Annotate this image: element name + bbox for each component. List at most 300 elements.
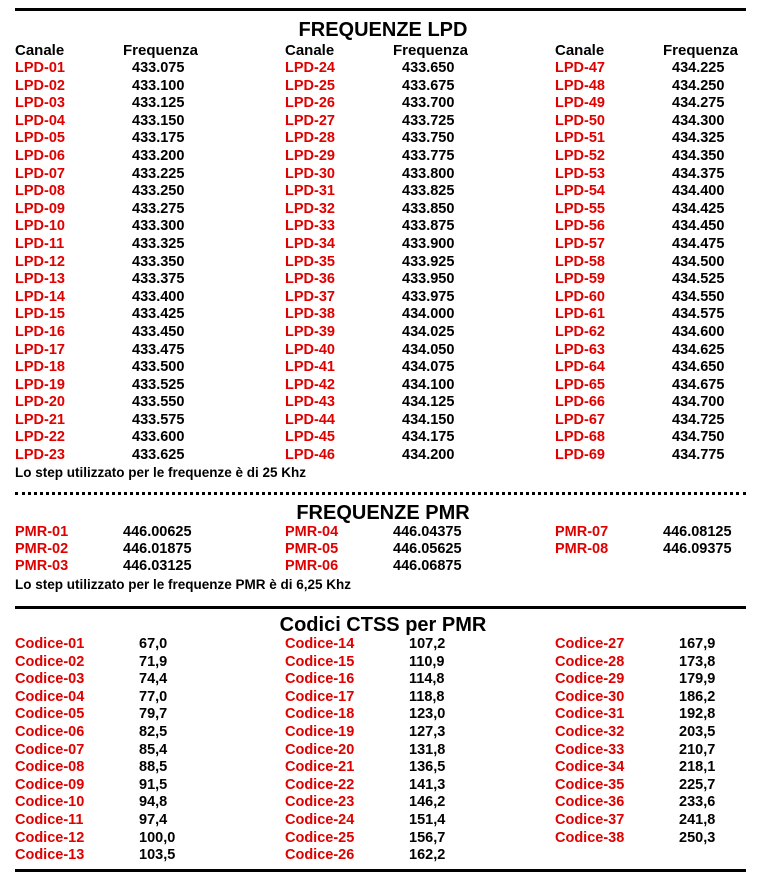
channel-value: 446.08125 — [663, 524, 732, 540]
channel-value: 88,5 — [139, 759, 168, 776]
channel-label: Codice-37 — [555, 811, 625, 828]
table-row — [15, 166, 275, 184]
channel-value: 433.775 — [402, 147, 455, 164]
table-row — [15, 95, 275, 113]
channel-value: 225,7 — [679, 776, 716, 793]
channel-label: LPD-40 — [285, 341, 335, 358]
channel-label: LPD-39 — [285, 323, 335, 340]
channel-value: 434.100 — [402, 376, 455, 393]
table-row — [15, 447, 275, 465]
table-row — [285, 113, 545, 131]
channel-value: 434.775 — [672, 447, 725, 464]
channel-label: Codice-38 — [555, 829, 625, 846]
channel-label: LPD-07 — [15, 165, 65, 182]
table-row — [15, 148, 275, 166]
ctss-column-3 — [555, 636, 755, 847]
channel-value: 434.400 — [672, 183, 725, 200]
table-row — [555, 359, 755, 377]
table-row — [15, 324, 275, 342]
table-row — [15, 558, 275, 575]
lpd-header-freq-2: Frequenza — [393, 42, 469, 59]
table-row — [15, 394, 275, 412]
channel-label: LPD-11 — [15, 235, 65, 252]
table-row — [285, 324, 545, 342]
channel-label: Codice-07 — [15, 741, 85, 758]
channel-value: 434.725 — [672, 411, 725, 428]
channel-value: 434.475 — [672, 235, 725, 252]
table-row — [15, 724, 275, 742]
channel-value: 446.03125 — [123, 558, 192, 574]
channel-label: PMR-06 — [285, 558, 339, 574]
lpd-step-note: Lo step utilizzato per le frequenze è di 25 Khz — [15, 465, 307, 480]
channel-label: LPD-60 — [555, 288, 605, 305]
channel-value: 446.09375 — [663, 541, 732, 557]
table-row — [555, 830, 755, 848]
channel-value: 434.750 — [672, 429, 725, 446]
lpd-header-freq-1: Frequenza — [123, 42, 199, 59]
table-row — [15, 130, 275, 148]
channel-value: 118,8 — [409, 688, 445, 705]
channel-label: LPD-30 — [285, 165, 335, 182]
table-row — [285, 654, 545, 672]
channel-value: 433.250 — [132, 183, 185, 200]
table-row — [285, 636, 545, 654]
table-row — [285, 359, 545, 377]
table-row — [555, 447, 755, 465]
channel-label: Codice-33 — [555, 741, 625, 758]
table-row — [555, 201, 755, 219]
table-row — [555, 60, 755, 78]
channel-value: 156,7 — [409, 829, 446, 846]
bottom-rule — [15, 869, 746, 872]
channel-label: LPD-33 — [285, 218, 335, 235]
table-row — [15, 759, 275, 777]
channel-label: LPD-35 — [285, 253, 335, 270]
channel-label: PMR-04 — [285, 524, 339, 540]
channel-value: 97,4 — [139, 811, 168, 828]
pmr-column-2 — [285, 524, 545, 575]
channel-value: 433.700 — [402, 95, 455, 112]
table-row — [555, 95, 755, 113]
channel-label: LPD-54 — [555, 183, 605, 200]
channel-value: 250,3 — [679, 829, 716, 846]
channel-value: 71,9 — [139, 653, 168, 670]
channel-value: 91,5 — [139, 776, 168, 793]
channel-label: Codice-01 — [15, 636, 85, 652]
channel-value: 162,2 — [409, 847, 446, 864]
channel-label: LPD-43 — [285, 394, 335, 411]
table-row — [285, 236, 545, 254]
channel-value: 241,8 — [679, 811, 716, 828]
channel-label: LPD-57 — [555, 235, 605, 252]
channel-label: Codice-11 — [15, 811, 84, 828]
table-row — [285, 847, 545, 865]
channel-value: 433.300 — [132, 218, 185, 235]
table-row — [555, 412, 755, 430]
channel-label: Codice-13 — [15, 847, 85, 864]
pmr-title: FREQUENZE PMR — [296, 502, 470, 524]
channel-label: LPD-17 — [15, 341, 65, 358]
channel-label: PMR-05 — [285, 541, 339, 557]
channel-label: Codice-14 — [285, 636, 355, 652]
channel-value: 123,0 — [409, 706, 446, 723]
channel-label: Codice-36 — [555, 794, 625, 811]
channel-value: 434.325 — [672, 130, 725, 147]
channel-value: 167,9 — [679, 636, 716, 652]
channel-label: LPD-21 — [15, 411, 65, 428]
ctss-column-2 — [285, 636, 545, 865]
channel-value: 434.675 — [672, 376, 725, 393]
channel-value: 141,3 — [409, 776, 446, 793]
channel-value: 434.500 — [672, 253, 725, 270]
channel-label: LPD-42 — [285, 376, 335, 393]
channel-value: 434.050 — [402, 341, 455, 358]
channel-value: 433.750 — [402, 130, 455, 147]
channel-label: Codice-12 — [15, 829, 85, 846]
table-row — [15, 271, 275, 289]
channel-label: LPD-32 — [285, 200, 335, 217]
table-row — [285, 271, 545, 289]
table-row — [285, 541, 545, 558]
channel-value: 110,9 — [409, 653, 445, 670]
table-row — [555, 78, 755, 96]
table-row — [555, 394, 755, 412]
channel-label: LPD-41 — [285, 359, 335, 376]
channel-label: LPD-64 — [555, 359, 605, 376]
channel-label: LPD-18 — [15, 359, 65, 376]
channel-label: Codice-28 — [555, 653, 625, 670]
table-row — [15, 113, 275, 131]
channel-value: 434.575 — [672, 306, 725, 323]
channel-value: 434.650 — [672, 359, 725, 376]
table-row — [15, 342, 275, 360]
channel-value: 186,2 — [679, 688, 716, 705]
channel-label: LPD-31 — [285, 183, 335, 200]
channel-label: Codice-08 — [15, 759, 85, 776]
channel-label: LPD-20 — [15, 394, 65, 411]
table-row — [15, 254, 275, 272]
channel-label: LPD-49 — [555, 95, 605, 112]
channel-value: 74,4 — [139, 671, 168, 688]
channel-label: LPD-24 — [285, 60, 335, 76]
channel-label: LPD-52 — [555, 147, 605, 164]
table-row — [555, 342, 755, 360]
table-row — [15, 847, 275, 865]
channel-value: 114,8 — [409, 671, 445, 688]
channel-label: LPD-03 — [15, 95, 65, 112]
channel-value: 434.150 — [402, 411, 455, 428]
channel-label: LPD-59 — [555, 271, 605, 288]
channel-label: Codice-15 — [285, 653, 355, 670]
table-row — [15, 359, 275, 377]
channel-value: 433.225 — [132, 165, 185, 182]
table-row — [285, 812, 545, 830]
ctss-title: Codici CTSS per PMR — [279, 614, 487, 636]
channel-value: 433.450 — [132, 323, 185, 340]
table-row — [285, 777, 545, 795]
table-row — [555, 429, 755, 447]
channel-value: 136,5 — [409, 759, 446, 776]
table-row — [15, 183, 275, 201]
channel-value: 151,4 — [409, 811, 446, 828]
channel-label: LPD-47 — [555, 60, 605, 76]
table-row — [285, 524, 545, 541]
table-row — [15, 60, 275, 78]
table-row — [285, 412, 545, 430]
table-row — [555, 271, 755, 289]
table-row — [285, 724, 545, 742]
channel-label: PMR-01 — [15, 524, 69, 540]
channel-label: LPD-53 — [555, 165, 605, 182]
table-row — [15, 412, 275, 430]
table-row — [555, 148, 755, 166]
table-row — [555, 113, 755, 131]
table-row — [15, 218, 275, 236]
table-row — [15, 541, 275, 558]
channel-label: LPD-09 — [15, 200, 65, 217]
channel-value: 433.850 — [402, 200, 455, 217]
channel-value: 79,7 — [139, 706, 168, 723]
channel-label: Codice-10 — [15, 794, 85, 811]
channel-label: Codice-25 — [285, 829, 355, 846]
channel-value: 131,8 — [409, 741, 446, 758]
channel-label: LPD-68 — [555, 429, 605, 446]
table-row — [555, 377, 755, 395]
channel-value: 433.725 — [402, 112, 455, 129]
channel-value: 446.04375 — [393, 524, 462, 540]
channel-value: 434.350 — [672, 147, 725, 164]
channel-label: LPD-69 — [555, 447, 605, 464]
channel-label: LPD-66 — [555, 394, 605, 411]
channel-value: 203,5 — [679, 723, 716, 740]
channel-value: 433.625 — [132, 447, 185, 464]
table-row — [285, 289, 545, 307]
table-row — [555, 218, 755, 236]
table-row — [15, 689, 275, 707]
table-row — [15, 706, 275, 724]
lpd-title: FREQUENZE LPD — [298, 19, 468, 41]
channel-label: LPD-55 — [555, 200, 605, 217]
channel-label: LPD-10 — [15, 218, 65, 235]
channel-label: Codice-34 — [555, 759, 625, 776]
table-row — [555, 130, 755, 148]
table-row — [555, 654, 755, 672]
table-row — [15, 636, 275, 654]
channel-label: Codice-03 — [15, 671, 85, 688]
channel-value: 433.675 — [402, 77, 455, 94]
channel-value: 433.400 — [132, 288, 185, 305]
table-row — [555, 524, 755, 541]
lpd-header-channel-3: Canale — [555, 42, 605, 59]
channel-label: LPD-01 — [15, 60, 65, 76]
table-row — [15, 289, 275, 307]
channel-label: Codice-31 — [555, 706, 625, 723]
channel-value: 434.300 — [672, 112, 725, 129]
channel-label: LPD-44 — [285, 411, 335, 428]
table-row — [555, 689, 755, 707]
channel-value: 433.375 — [132, 271, 185, 288]
channel-value: 434.450 — [672, 218, 725, 235]
pmr-separator — [15, 606, 746, 609]
table-row — [15, 671, 275, 689]
channel-value: 67,0 — [139, 636, 168, 652]
channel-label: LPD-26 — [285, 95, 335, 112]
channel-value: 434.275 — [672, 95, 725, 112]
table-row — [285, 377, 545, 395]
pmr-step-note: Lo step utilizzato per le frequenze PMR è di 6,25 Khz — [15, 577, 352, 592]
channel-value: 107,2 — [409, 636, 446, 652]
table-row — [15, 306, 275, 324]
channel-label: LPD-67 — [555, 411, 605, 428]
channel-value: 434.700 — [672, 394, 725, 411]
lpd-column-1 — [15, 60, 275, 465]
table-row — [285, 95, 545, 113]
channel-label: LPD-16 — [15, 323, 65, 340]
table-row — [285, 689, 545, 707]
channel-label: Codice-18 — [285, 706, 355, 723]
table-row — [285, 759, 545, 777]
lpd-column-2 — [285, 60, 545, 465]
channel-label: Codice-05 — [15, 706, 85, 723]
channel-value: 94,8 — [139, 794, 168, 811]
channel-label: LPD-08 — [15, 183, 65, 200]
channel-label: LPD-06 — [15, 147, 65, 164]
channel-value: 192,8 — [679, 706, 716, 723]
channel-value: 433.425 — [132, 306, 185, 323]
channel-label: Codice-29 — [555, 671, 625, 688]
table-row — [285, 342, 545, 360]
table-row — [285, 830, 545, 848]
channel-label: LPD-02 — [15, 77, 65, 94]
lpd-header-channel-2: Canale — [285, 42, 335, 59]
channel-label: LPD-46 — [285, 447, 335, 464]
channel-value: 433.075 — [132, 60, 185, 76]
channel-value: 433.325 — [132, 235, 185, 252]
top-rule — [15, 8, 746, 11]
channel-label: PMR-02 — [15, 541, 69, 557]
channel-value: 433.275 — [132, 200, 185, 217]
channel-label: LPD-15 — [15, 306, 65, 323]
table-row — [285, 394, 545, 412]
table-row — [555, 671, 755, 689]
channel-value: 433.800 — [402, 165, 455, 182]
channel-value: 433.200 — [132, 147, 185, 164]
pmr-column-1 — [15, 524, 275, 575]
channel-label: LPD-36 — [285, 271, 335, 288]
channel-label: PMR-03 — [15, 558, 69, 574]
channel-value: 434.075 — [402, 359, 455, 376]
lpd-separator — [15, 492, 746, 495]
channel-label: LPD-22 — [15, 429, 65, 446]
channel-label: Codice-09 — [15, 776, 85, 793]
channel-value: 433.175 — [132, 130, 185, 147]
channel-value: 434.600 — [672, 323, 725, 340]
channel-value: 433.900 — [402, 235, 455, 252]
table-row — [285, 254, 545, 272]
channel-value: 433.350 — [132, 253, 185, 270]
channel-value: 179,9 — [679, 671, 716, 688]
table-row — [285, 166, 545, 184]
channel-value: 100,0 — [139, 829, 176, 846]
table-row — [15, 429, 275, 447]
channel-label: LPD-38 — [285, 306, 335, 323]
channel-label: LPD-04 — [15, 112, 65, 129]
channel-value: 82,5 — [139, 723, 168, 740]
channel-value: 434.000 — [402, 306, 455, 323]
channel-value: 434.425 — [672, 200, 725, 217]
channel-value: 433.600 — [132, 429, 185, 446]
channel-label: Codice-32 — [555, 723, 625, 740]
channel-label: LPD-19 — [15, 376, 65, 393]
channel-label: Codice-26 — [285, 847, 355, 864]
channel-value: 446.00625 — [123, 524, 192, 540]
channel-value: 146,2 — [409, 794, 446, 811]
channel-label: Codice-21 — [285, 759, 355, 776]
table-row — [285, 706, 545, 724]
lpd-column-3 — [555, 60, 755, 465]
channel-label: LPD-45 — [285, 429, 335, 446]
channel-label: LPD-28 — [285, 130, 335, 147]
channel-value: 210,7 — [679, 741, 716, 758]
channel-value: 434.625 — [672, 341, 725, 358]
channel-value: 434.225 — [672, 60, 725, 76]
table-row — [555, 254, 755, 272]
channel-value: 433.975 — [402, 288, 455, 305]
channel-value: 433.500 — [132, 359, 185, 376]
channel-label: Codice-19 — [285, 723, 355, 740]
channel-label: LPD-50 — [555, 112, 605, 129]
table-row — [285, 742, 545, 760]
channel-label: LPD-56 — [555, 218, 605, 235]
channel-value: 433.475 — [132, 341, 185, 358]
channel-value: 433.525 — [132, 376, 185, 393]
channel-value: 434.175 — [402, 429, 455, 446]
table-row — [285, 183, 545, 201]
channel-value: 433.575 — [132, 411, 185, 428]
channel-value: 434.375 — [672, 165, 725, 182]
channel-value: 446.05625 — [393, 541, 462, 557]
table-row — [15, 742, 275, 760]
table-row — [555, 794, 755, 812]
channel-value: 218,1 — [679, 759, 716, 776]
channel-label: LPD-58 — [555, 253, 605, 270]
table-row — [15, 377, 275, 395]
table-row — [555, 742, 755, 760]
channel-value: 433.100 — [132, 77, 185, 94]
channel-label: LPD-37 — [285, 288, 335, 305]
channel-value: 127,3 — [409, 723, 446, 740]
channel-label: Codice-35 — [555, 776, 625, 793]
table-row — [555, 636, 755, 654]
channel-label: Codice-04 — [15, 688, 85, 705]
channel-label: LPD-29 — [285, 147, 335, 164]
channel-value: 434.125 — [402, 394, 455, 411]
channel-value: 433.825 — [402, 183, 455, 200]
channel-value: 85,4 — [139, 741, 168, 758]
channel-label: LPD-51 — [555, 130, 605, 147]
table-row — [285, 794, 545, 812]
channel-value: 77,0 — [139, 688, 168, 705]
table-row — [285, 306, 545, 324]
table-row — [15, 524, 275, 541]
table-row — [555, 324, 755, 342]
channel-label: PMR-07 — [555, 524, 609, 540]
table-row — [555, 541, 755, 558]
table-row — [285, 201, 545, 219]
channel-label: LPD-05 — [15, 130, 65, 147]
channel-value: 103,5 — [139, 847, 176, 864]
channel-value: 233,6 — [679, 794, 716, 811]
